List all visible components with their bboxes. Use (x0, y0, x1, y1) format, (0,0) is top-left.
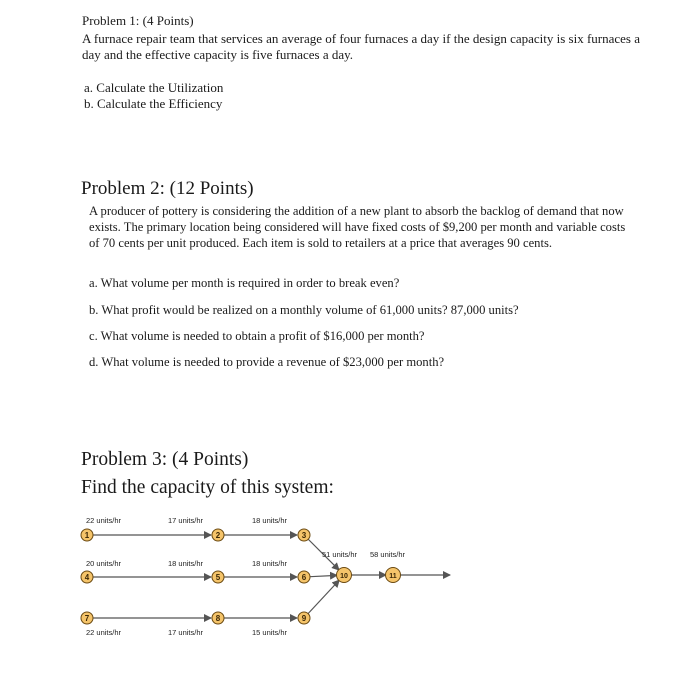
problem-1-item-b: b. Calculate the Efficiency (84, 96, 223, 111)
problem-2-title: Problem 2: (12 Points) (81, 178, 254, 199)
station-rate-11: 58 units/hr (370, 550, 406, 559)
station-number-5: 5 (215, 573, 221, 582)
station-number-9: 9 (301, 614, 307, 623)
station-number-10: 10 (340, 573, 348, 580)
station-rate-5: 18 units/hr (168, 559, 204, 568)
station-rate-7: 22 units/hr (86, 628, 122, 637)
station-rate-6: 18 units/hr (252, 559, 288, 568)
flow-arrow-9-10 (308, 580, 339, 613)
problem-1-item-a: a. Calculate the Utilization (84, 80, 224, 95)
station-number-1: 1 (84, 531, 90, 540)
problem-2-question-a: a. What volume per month is required in order to break even? (89, 276, 400, 290)
station-number-2: 2 (215, 531, 221, 540)
problem-2-question-b: b. What profit would be realized on a monthly volume of 61,000 units? 87,000 units? (89, 303, 519, 317)
station-number-6: 6 (301, 573, 307, 582)
problem-3-subtitle: Find the capacity of this system: (81, 477, 334, 498)
station-rate-8: 17 units/hr (168, 628, 204, 637)
station-number-7: 7 (84, 614, 90, 623)
flow-arrow-6-10 (310, 575, 337, 576)
capacity-diagram (70, 505, 490, 645)
station-rate-10: 51 units/hr (322, 550, 358, 559)
problem-1-title: Problem 1: (4 Points) (82, 13, 194, 28)
problem-2-question-c: c. What volume is needed to obtain a profit of $16,000 per month? (89, 329, 425, 343)
problem-2-text: A producer of pottery is considering the addition of a new plant to absorb the backlog of demand that now exists. The primary location being considered will have fixed costs of $9,200 per month and variable costs of 70 cents per unit produced. Each item is sold to retailers at a price that averages 90 cents. (89, 204, 626, 250)
station-rate-1: 22 units/hr (86, 516, 122, 525)
station-number-4: 4 (84, 573, 90, 582)
problem-3-title: Problem 3: (4 Points) (81, 449, 249, 470)
problem-1-text: A furnace repair team that services an average of four furnaces a day if the design capacity is six furnaces a day and the effective capacity is five furnaces a day. (82, 31, 641, 62)
station-rate-2: 17 units/hr (168, 516, 204, 525)
problem-2-question-d: d. What volume is needed to provide a revenue of $23,000 per month? (89, 355, 445, 369)
station-number-3: 3 (301, 531, 307, 540)
problem-1-list (84, 80, 223, 112)
station-number-11: 11 (389, 573, 397, 580)
station-rate-9: 15 units/hr (252, 628, 288, 637)
station-rate-4: 20 units/hr (86, 559, 122, 568)
station-rate-3: 18 units/hr (252, 516, 288, 525)
station-number-8: 8 (215, 614, 221, 623)
